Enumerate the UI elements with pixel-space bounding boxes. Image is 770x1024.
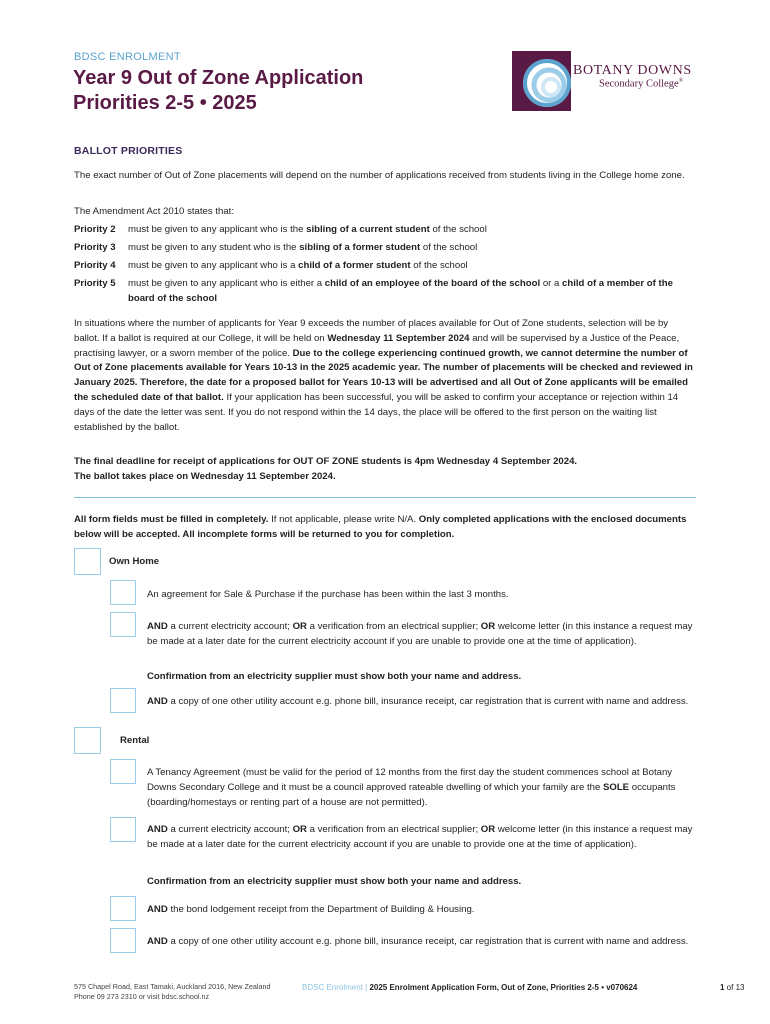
rental-confirmation: Confirmation from an electricity supplier must show both your name and address. [147,876,522,887]
section-divider [74,497,696,498]
priority-text: must be given to any student who is the sibling of a former student of the school [128,242,478,253]
enrolment-kicker: BDSC ENROLMENT [74,51,181,63]
page-title [73,66,363,116]
logo-subtitle: Secondary College® [599,78,684,90]
own-home-label: Own Home [109,556,160,567]
sale-purchase-checkbox[interactable] [110,580,136,605]
own-home-item: AND a copy of one other utility account e.g. phone bill, insurance receipt, car registration that is current with name and address. [147,696,689,707]
ballot-situation-paragraph: In situations where the number of applicants for Year 9 exceeds the number of places available for Out of Zone students, selection will be by ballot. If a ballot is required at our College, it will be held on Wednesday 11 September 2024 and will be supervised by a Justice of the Peace, practising lawyer, or a sworn member of the police. Due to the college experiencing continued growth, we cannot determine the number of Out of Zone placements available for Years 10-13 in the 2025 academic year. The number of placements will be checked and reviewed in January 2025. Therefore, the date for a proposed ballot for Years 10-13 will be advertised and all Out of Zone applicants will be emailed the scheduled date of that ballot. If your application has been successful, you will be asked to confirm your acceptance or rejection within 14 days of the date the letter was sent. If you do not respond within the 14 days, the place will be offered to the first person on the waiting list established by the ballot. [74,318,693,433]
deadline-notice: The final deadline for receipt of applications for OUT OF ZONE students is 4pm Wednesday 4 September 2024. The ballot takes place on Wednesday 11 September 2024. [74,456,578,482]
ballot-priorities-heading: BALLOT PRIORITIES [74,145,183,157]
footer-address: 575 Chapel Road, East Tamaki, Auckland 2016, New Zealand Phone 09 273 2310 or visit bdsc.school.nz [74,982,271,1001]
rental-item: A Tenancy Agreement (must be valid for the period of 12 months from the first day the student commences school at Botany Downs Secondary College and it must be a council approved rateable dwelling of which your family are the SOLE occupants (boarding/homestays or renting part of a house are not permitted). [147,767,676,808]
bond-receipt-checkbox[interactable] [110,896,136,921]
priority-row [74,241,694,256]
priority-label: Priority 3 [74,242,116,253]
own-home-item: An agreement for Sale & Purchase if the purchase has been within the last 3 months. [147,589,509,600]
own-home-checkbox[interactable] [74,548,101,575]
amendment-act-line: The Amendment Act 2010 states that: [74,206,234,217]
form-instructions: All form fields must be filled in completely. If not applicable, please write N/A. Only completed applications with the enclosed documents below will be accepted. All incomplete forms will be returned to you for completion. [74,514,687,540]
page-title-line1: Year 9 Out of Zone Application [73,67,364,89]
rental-item: AND the bond lodgement receipt from the Department of Building & Housing. [147,904,475,915]
priority-row [74,259,694,274]
own-home-electricity-checkbox[interactable] [110,612,136,637]
logo-wordmark: BOTANY DOWNS [573,63,692,78]
page-title-line2: Priorities 2-5 • 2025 [73,92,257,114]
rental-utility-checkbox[interactable] [110,928,136,953]
priority-row [74,223,694,238]
own-home-utility-checkbox[interactable] [110,688,136,713]
priority-label: Priority 5 [74,278,116,289]
priority-label: Priority 2 [74,224,116,235]
priority-text: must be given to any applicant who is the sibling of a current student of the school [128,224,487,235]
rental-checkbox[interactable] [74,727,101,754]
priority-text: must be given to any applicant who is a child of a former student of the school [128,260,468,271]
priority-row [74,277,694,307]
rental-electricity-checkbox[interactable] [110,817,136,842]
rental-item: AND a current electricity account; OR a verification from an electrical supplier; OR welcome letter (in this instance a request may be made at a later date for the current electricity account if you are unable to provide one at the time of application). [147,824,693,850]
priority-label: Priority 4 [74,260,116,271]
rental-item: AND a copy of one other utility account e.g. phone bill, insurance receipt, car registration that is current with name and address. [147,936,689,947]
intro-paragraph: The exact number of Out of Zone placements will depend on the number of applications received from students living in the College home zone. [74,170,685,181]
priority-text: must be given to any applicant who is either a child of an employee of the board of the school or a child of a member of the board of the school [128,278,673,304]
rental-label: Rental [120,735,150,746]
footer-page-number: 1 of 13 [720,983,745,992]
footer-document-title: BDSC Enrolment | 2025 Enrolment Application Form, Out of Zone, Priorities 2-5 • v070624 [302,983,638,992]
own-home-item: AND a current electricity account; OR a verification from an electrical supplier; OR welcome letter (in this instance a request may be made at a later date for the current electricity account if you are unable to provide one at the time of application). [147,621,693,647]
own-home-confirmation: Confirmation from an electricity supplier must show both your name and address. [147,671,522,682]
tenancy-agreement-checkbox[interactable] [110,759,136,784]
